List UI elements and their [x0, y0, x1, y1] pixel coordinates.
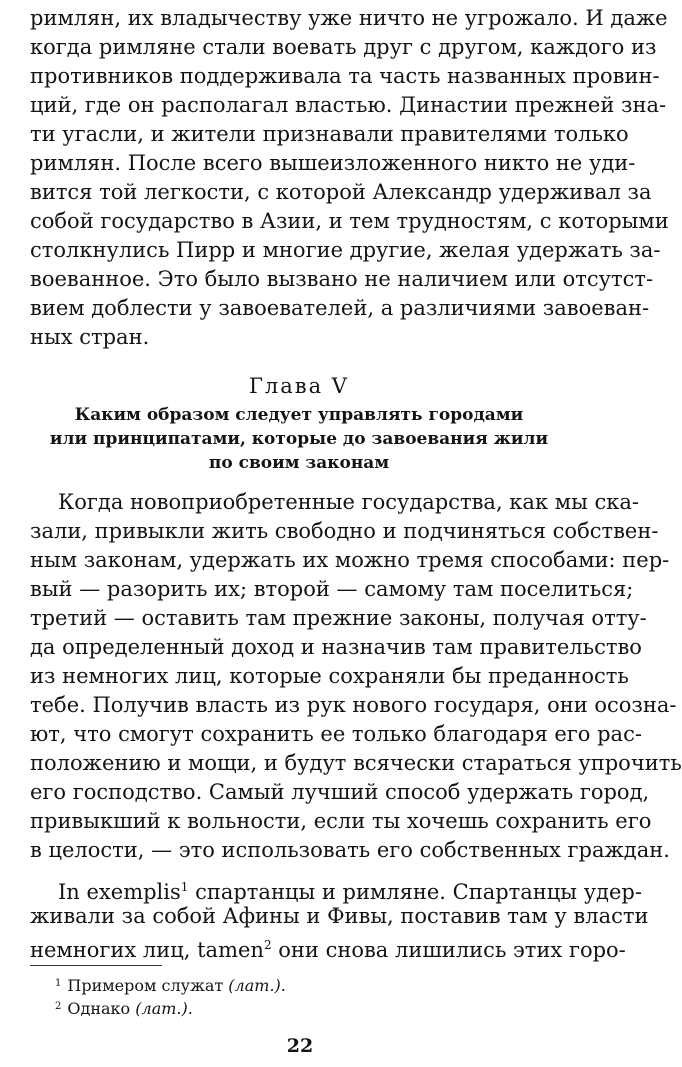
text-line: живали за собой Афины и Фивы, поставив там у власти	[30, 904, 649, 928]
text-line: да определенный доход и назначив там правительство	[30, 635, 642, 659]
text-line	[30, 931, 626, 962]
text-line: его господство. Самый лучший способ удержать город,	[30, 780, 650, 804]
footnote-text: Однако	[67, 999, 136, 1018]
footnote	[55, 996, 193, 1020]
footnote-ref[interactable]: 2	[263, 938, 272, 952]
text-line: вый — разорить их; второй — самому там поселиться;	[30, 577, 634, 601]
text-line: ти угасли, и жители признавали правителями только	[30, 122, 629, 146]
text-line: ют, что смогут сохранить ее только благодаря его рас-	[30, 722, 642, 746]
chapter-subtitle-line: или принципатами, которые до завоевания жили	[49, 429, 549, 449]
footnote-lang: (лат.).	[135, 999, 193, 1018]
footnote-mark: 2	[55, 1001, 62, 1012]
text-line: собой государство в Азии, и тем трудностям, с которыми	[30, 209, 669, 233]
text-line: положению и мощи, и будут всячески стараться упрочить	[30, 751, 682, 775]
text-line: ных стран.	[30, 325, 150, 349]
footnote	[55, 973, 286, 997]
footnote-divider	[30, 965, 162, 966]
footnote-lang: (лат.).	[228, 976, 286, 995]
footnote-text: Примером служат	[67, 976, 229, 995]
chapter-subtitle-line: Каким образом следует управлять городами	[74, 405, 524, 425]
chapter-title: Глава V	[249, 374, 349, 398]
text-line: ций, где он располагал властью. Династии прежней зна-	[30, 93, 667, 117]
text-line: вится той легкости, с которой Александр удерживал за	[30, 180, 652, 204]
text-line: тебе. Получив власть из рук нового государя, они осозна-	[30, 693, 677, 717]
text-line: противников поддерживала та часть названных провин-	[30, 64, 660, 88]
text-line: вием доблести у завоевателей, а различиями завоеван-	[30, 296, 650, 320]
latin-phrase: In exemplis	[58, 880, 181, 904]
text-line: столкнулись Пирр и многие другие, желая удержать за-	[30, 238, 661, 262]
footnote-ref[interactable]: 1	[180, 880, 189, 894]
text-run: они снова лишились этих горо-	[271, 938, 626, 962]
text-line: привыкший к вольности, если ты хочешь сохранить его	[30, 809, 652, 833]
text-line: ным законам, удержать их можно тремя способами: пер-	[30, 548, 670, 572]
page-number: 22	[286, 1035, 314, 1057]
text-line: третий — оставить там прежние законы, получая отту-	[30, 606, 647, 630]
text-line: римлян. После всего вышеизложенного никто не уди-	[30, 151, 636, 175]
text-line: из немногих лиц, которые сохраняли бы преданность	[30, 664, 629, 688]
text-run: немногих лиц, tamen	[30, 938, 264, 962]
text-line: воеванное. Это было вызвано не наличием или отсутст-	[30, 267, 654, 291]
text-line: римлян, их владычеству уже ничто не угрожало. И даже	[30, 6, 668, 30]
text-line: Когда новоприобретенные государства, как мы ска-	[58, 490, 639, 514]
footnote-mark: 1	[55, 978, 62, 989]
text-line: зали, привыкли жить свободно и подчиняться собствен-	[30, 519, 659, 543]
chapter-subtitle-line: по своим законам	[208, 453, 390, 473]
text-line: когда римляне стали воевать друг с другом, каждого из	[30, 35, 657, 59]
text-run: спартанцы и римляне. Спартанцы удер-	[188, 880, 642, 904]
text-line	[58, 873, 642, 904]
text-line: в целости, — это использовать его собственных граждан.	[30, 838, 670, 862]
